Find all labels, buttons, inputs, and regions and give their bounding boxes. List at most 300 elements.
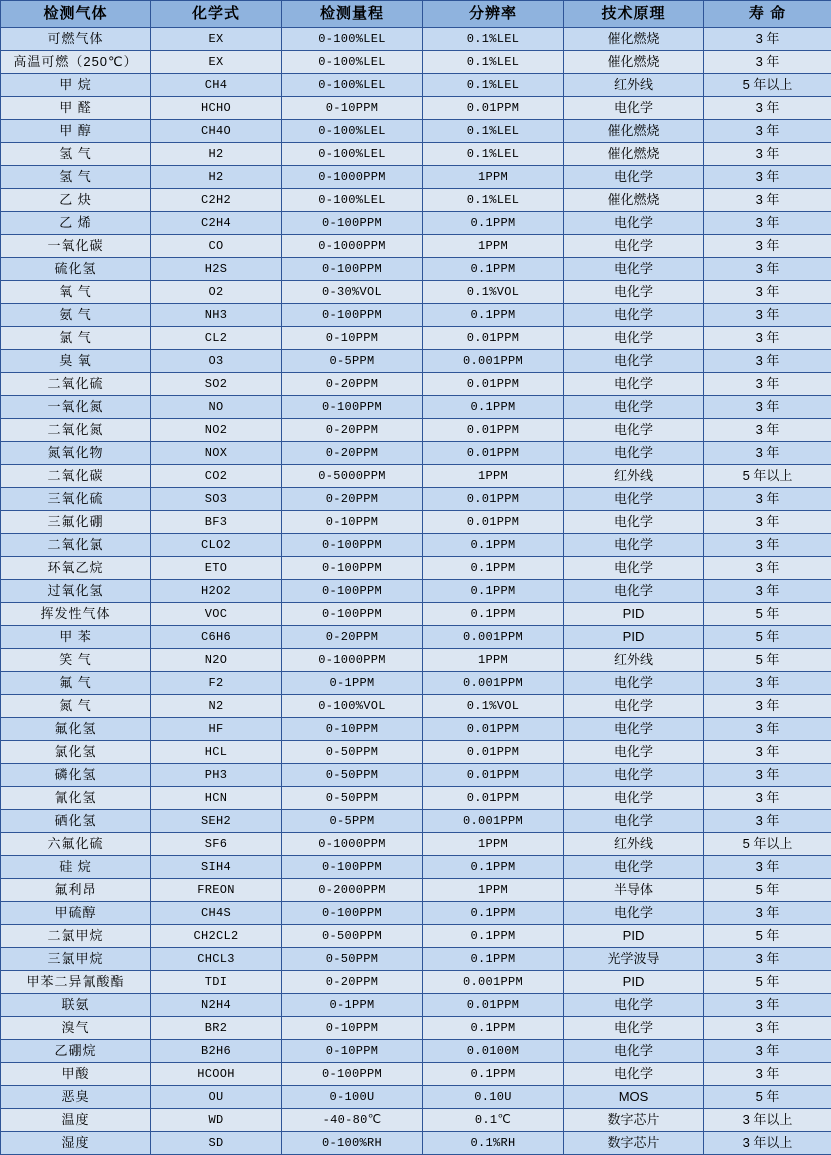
cell-chemical-formula: NOX: [151, 442, 282, 465]
cell-gas-name: 硒化氢: [1, 810, 151, 833]
cell-lifetime: 3 年: [704, 120, 831, 143]
cell-detection-range: 0-1000PPM: [282, 649, 423, 672]
table-row: [1, 442, 831, 465]
cell-detection-range: 0-100PPM: [282, 1063, 423, 1086]
cell-detection-range: 0-10PPM: [282, 97, 423, 120]
cell-detection-range: 0-100PPM: [282, 580, 423, 603]
table-row: [1, 994, 831, 1017]
cell-technical-principle: 电化学: [564, 695, 704, 718]
table-row: [1, 856, 831, 879]
cell-gas-name: 溴气: [1, 1017, 151, 1040]
table-row: [1, 1109, 831, 1132]
cell-gas-name: 乙硼烷: [1, 1040, 151, 1063]
cell-resolution: 0.01PPM: [423, 764, 564, 787]
cell-lifetime: 3 年: [704, 419, 831, 442]
cell-chemical-formula: CH2CL2: [151, 925, 282, 948]
cell-detection-range: 0-100%RH: [282, 1132, 423, 1155]
cell-gas-name: 甲 苯: [1, 626, 151, 649]
cell-lifetime: 3 年: [704, 143, 831, 166]
cell-chemical-formula: CH4O: [151, 120, 282, 143]
table-row: [1, 1063, 831, 1086]
cell-chemical-formula: HCOOH: [151, 1063, 282, 1086]
cell-technical-principle: 光学波导: [564, 948, 704, 971]
cell-gas-name: 氯化氢: [1, 741, 151, 764]
cell-detection-range: 0-100%LEL: [282, 189, 423, 212]
cell-chemical-formula: CO: [151, 235, 282, 258]
cell-lifetime: 3 年: [704, 281, 831, 304]
cell-gas-name: 氟化氢: [1, 718, 151, 741]
table-row: [1, 810, 831, 833]
cell-detection-range: 0-30%VOL: [282, 281, 423, 304]
cell-gas-name: 氮 气: [1, 695, 151, 718]
cell-lifetime: 3 年: [704, 994, 831, 1017]
cell-lifetime: 3 年: [704, 511, 831, 534]
cell-resolution: 0.1%LEL: [423, 189, 564, 212]
cell-lifetime: 5 年: [704, 626, 831, 649]
cell-lifetime: 3 年: [704, 327, 831, 350]
cell-detection-range: 0-1000PPM: [282, 166, 423, 189]
cell-chemical-formula: CO2: [151, 465, 282, 488]
cell-technical-principle: 电化学: [564, 1040, 704, 1063]
cell-gas-name: 温度: [1, 1109, 151, 1132]
cell-detection-range: 0-100PPM: [282, 902, 423, 925]
table-row: [1, 258, 831, 281]
cell-gas-name: 氢 气: [1, 166, 151, 189]
cell-technical-principle: 电化学: [564, 672, 704, 695]
cell-resolution: 1PPM: [423, 235, 564, 258]
table-row: [1, 787, 831, 810]
table-header-row: [1, 1, 831, 28]
cell-detection-range: 0-100PPM: [282, 396, 423, 419]
cell-technical-principle: 电化学: [564, 764, 704, 787]
cell-technical-principle: 电化学: [564, 1017, 704, 1040]
cell-lifetime: 5 年以上: [704, 74, 831, 97]
table-row: [1, 74, 831, 97]
table-header: [1, 1, 831, 28]
cell-gas-name: 臭 氧: [1, 350, 151, 373]
cell-chemical-formula: HF: [151, 718, 282, 741]
cell-detection-range: 0-10PPM: [282, 327, 423, 350]
table-row: [1, 925, 831, 948]
cell-lifetime: 3 年: [704, 488, 831, 511]
cell-detection-range: 0-100PPM: [282, 258, 423, 281]
cell-resolution: 0.001PPM: [423, 350, 564, 373]
cell-gas-name: 笑 气: [1, 649, 151, 672]
cell-technical-principle: 电化学: [564, 419, 704, 442]
cell-resolution: 0.1%LEL: [423, 28, 564, 51]
cell-lifetime: 3 年: [704, 28, 831, 51]
cell-technical-principle: 电化学: [564, 258, 704, 281]
cell-technical-principle: 电化学: [564, 350, 704, 373]
cell-resolution: 0.01PPM: [423, 787, 564, 810]
cell-technical-principle: 催化燃烧: [564, 51, 704, 74]
table-row: [1, 511, 831, 534]
cell-lifetime: 3 年: [704, 580, 831, 603]
cell-detection-range: 0-5PPM: [282, 350, 423, 373]
cell-gas-name: 氢 气: [1, 143, 151, 166]
cell-gas-name: 硫化氢: [1, 258, 151, 281]
cell-technical-principle: 电化学: [564, 718, 704, 741]
cell-resolution: 0.001PPM: [423, 626, 564, 649]
cell-resolution: 1PPM: [423, 465, 564, 488]
cell-technical-principle: PID: [564, 971, 704, 994]
table-row: [1, 626, 831, 649]
cell-detection-range: 0-100PPM: [282, 603, 423, 626]
cell-resolution: 0.1%VOL: [423, 695, 564, 718]
cell-lifetime: 3 年: [704, 695, 831, 718]
cell-detection-range: 0-50PPM: [282, 948, 423, 971]
table-row: [1, 580, 831, 603]
cell-technical-principle: PID: [564, 603, 704, 626]
cell-chemical-formula: C6H6: [151, 626, 282, 649]
cell-detection-range: 0-100%LEL: [282, 120, 423, 143]
cell-gas-name: 二氧化氯: [1, 534, 151, 557]
cell-lifetime: 3 年: [704, 166, 831, 189]
cell-detection-range: 0-100%VOL: [282, 695, 423, 718]
table-row: [1, 143, 831, 166]
cell-lifetime: 5 年: [704, 649, 831, 672]
cell-detection-range: 0-1000PPM: [282, 235, 423, 258]
cell-chemical-formula: H2S: [151, 258, 282, 281]
cell-gas-name: 氟 气: [1, 672, 151, 695]
cell-lifetime: 3 年: [704, 350, 831, 373]
cell-resolution: 0.1PPM: [423, 1017, 564, 1040]
cell-chemical-formula: EX: [151, 51, 282, 74]
table-row: [1, 902, 831, 925]
cell-detection-range: 0-50PPM: [282, 787, 423, 810]
cell-lifetime: 3 年: [704, 948, 831, 971]
cell-chemical-formula: O2: [151, 281, 282, 304]
column-header-lifetime: 寿 命: [704, 1, 831, 28]
cell-technical-principle: 数字芯片: [564, 1109, 704, 1132]
cell-gas-name: 氟利昂: [1, 879, 151, 902]
cell-detection-range: 0-1000PPM: [282, 833, 423, 856]
cell-gas-name: 氯 气: [1, 327, 151, 350]
cell-detection-range: 0-20PPM: [282, 442, 423, 465]
cell-resolution: 0.1PPM: [423, 534, 564, 557]
cell-detection-range: 0-100PPM: [282, 304, 423, 327]
table-row: [1, 1017, 831, 1040]
cell-technical-principle: 电化学: [564, 994, 704, 1017]
cell-technical-principle: 电化学: [564, 741, 704, 764]
cell-resolution: 0.10U: [423, 1086, 564, 1109]
cell-resolution: 0.1PPM: [423, 304, 564, 327]
table-row: [1, 603, 831, 626]
cell-resolution: 0.1℃: [423, 1109, 564, 1132]
cell-lifetime: 3 年以上: [704, 1109, 831, 1132]
cell-resolution: 0.001PPM: [423, 971, 564, 994]
cell-lifetime: 3 年: [704, 764, 831, 787]
cell-gas-name: 三氯甲烷: [1, 948, 151, 971]
cell-detection-range: 0-10PPM: [282, 1040, 423, 1063]
cell-lifetime: 5 年以上: [704, 465, 831, 488]
cell-lifetime: 3 年以上: [704, 1132, 831, 1155]
table-row: [1, 166, 831, 189]
cell-technical-principle: 半导体: [564, 879, 704, 902]
table-row: [1, 1132, 831, 1155]
cell-gas-name: 乙 炔: [1, 189, 151, 212]
cell-chemical-formula: O3: [151, 350, 282, 373]
cell-lifetime: 5 年以上: [704, 833, 831, 856]
cell-gas-name: 氮氧化物: [1, 442, 151, 465]
cell-gas-name: 三氧化硫: [1, 488, 151, 511]
column-header-principle: 技术原理: [564, 1, 704, 28]
cell-detection-range: 0-100PPM: [282, 557, 423, 580]
table-row: [1, 465, 831, 488]
cell-resolution: 0.01PPM: [423, 442, 564, 465]
cell-lifetime: 3 年: [704, 741, 831, 764]
table-row: [1, 718, 831, 741]
cell-gas-name: 恶臭: [1, 1086, 151, 1109]
cell-chemical-formula: N2O: [151, 649, 282, 672]
cell-resolution: 1PPM: [423, 833, 564, 856]
cell-chemical-formula: C2H4: [151, 212, 282, 235]
cell-gas-name: 乙 烯: [1, 212, 151, 235]
table-row: [1, 695, 831, 718]
cell-technical-principle: MOS: [564, 1086, 704, 1109]
cell-detection-range: 0-100%LEL: [282, 51, 423, 74]
cell-resolution: 0.1PPM: [423, 603, 564, 626]
cell-detection-range: 0-20PPM: [282, 419, 423, 442]
cell-technical-principle: 电化学: [564, 396, 704, 419]
cell-chemical-formula: OU: [151, 1086, 282, 1109]
cell-lifetime: 3 年: [704, 1063, 831, 1086]
cell-gas-name: 甲 烷: [1, 74, 151, 97]
cell-technical-principle: 红外线: [564, 649, 704, 672]
cell-detection-range: 0-10PPM: [282, 1017, 423, 1040]
cell-lifetime: 3 年: [704, 1040, 831, 1063]
cell-resolution: 0.1PPM: [423, 212, 564, 235]
table-row: [1, 971, 831, 994]
cell-chemical-formula: SD: [151, 1132, 282, 1155]
cell-chemical-formula: C2H2: [151, 189, 282, 212]
cell-chemical-formula: BF3: [151, 511, 282, 534]
cell-chemical-formula: H2: [151, 143, 282, 166]
cell-chemical-formula: CH4: [151, 74, 282, 97]
cell-technical-principle: 电化学: [564, 534, 704, 557]
cell-lifetime: 3 年: [704, 235, 831, 258]
cell-technical-principle: 电化学: [564, 327, 704, 350]
table-row: [1, 373, 831, 396]
cell-lifetime: 3 年: [704, 442, 831, 465]
cell-technical-principle: PID: [564, 925, 704, 948]
cell-detection-range: -40-80℃: [282, 1109, 423, 1132]
table-row: [1, 649, 831, 672]
cell-detection-range: 0-20PPM: [282, 488, 423, 511]
cell-resolution: 0.01PPM: [423, 373, 564, 396]
cell-resolution: 0.1PPM: [423, 856, 564, 879]
cell-technical-principle: 电化学: [564, 97, 704, 120]
cell-detection-range: 0-100%LEL: [282, 143, 423, 166]
cell-resolution: 0.1PPM: [423, 1063, 564, 1086]
cell-technical-principle: 电化学: [564, 166, 704, 189]
cell-detection-range: 0-50PPM: [282, 764, 423, 787]
cell-detection-range: 0-20PPM: [282, 373, 423, 396]
table-row: [1, 350, 831, 373]
cell-resolution: 0.01PPM: [423, 511, 564, 534]
cell-resolution: 0.1%RH: [423, 1132, 564, 1155]
cell-resolution: 0.1PPM: [423, 557, 564, 580]
cell-lifetime: 5 年: [704, 971, 831, 994]
cell-technical-principle: 电化学: [564, 810, 704, 833]
cell-chemical-formula: SIH4: [151, 856, 282, 879]
cell-gas-name: 可燃气体: [1, 28, 151, 51]
cell-detection-range: 0-100PPM: [282, 534, 423, 557]
cell-gas-name: 甲 醇: [1, 120, 151, 143]
cell-technical-principle: 电化学: [564, 212, 704, 235]
cell-resolution: 0.0100M: [423, 1040, 564, 1063]
cell-lifetime: 3 年: [704, 304, 831, 327]
cell-gas-name: 联氨: [1, 994, 151, 1017]
table-row: [1, 948, 831, 971]
cell-detection-range: 0-1PPM: [282, 994, 423, 1017]
cell-detection-range: 0-500PPM: [282, 925, 423, 948]
cell-gas-name: 环氧乙烷: [1, 557, 151, 580]
cell-chemical-formula: ETO: [151, 557, 282, 580]
table-row: [1, 28, 831, 51]
table-row: [1, 304, 831, 327]
cell-chemical-formula: CL2: [151, 327, 282, 350]
cell-gas-name: 三氟化硼: [1, 511, 151, 534]
table-row: [1, 672, 831, 695]
cell-resolution: 1PPM: [423, 166, 564, 189]
cell-lifetime: 3 年: [704, 258, 831, 281]
column-header-range: 检测量程: [282, 1, 423, 28]
cell-technical-principle: 催化燃烧: [564, 143, 704, 166]
cell-resolution: 0.1%VOL: [423, 281, 564, 304]
cell-technical-principle: 电化学: [564, 488, 704, 511]
table-row: [1, 97, 831, 120]
cell-resolution: 0.1%LEL: [423, 51, 564, 74]
cell-gas-name: 氨 气: [1, 304, 151, 327]
cell-chemical-formula: CHCL3: [151, 948, 282, 971]
cell-detection-range: 0-1PPM: [282, 672, 423, 695]
cell-chemical-formula: PH3: [151, 764, 282, 787]
cell-resolution: 0.1PPM: [423, 925, 564, 948]
cell-chemical-formula: BR2: [151, 1017, 282, 1040]
cell-technical-principle: 电化学: [564, 373, 704, 396]
cell-chemical-formula: H2: [151, 166, 282, 189]
cell-resolution: 0.01PPM: [423, 994, 564, 1017]
cell-resolution: 0.1%LEL: [423, 74, 564, 97]
cell-lifetime: 3 年: [704, 810, 831, 833]
table-row: [1, 879, 831, 902]
cell-chemical-formula: WD: [151, 1109, 282, 1132]
cell-technical-principle: 电化学: [564, 557, 704, 580]
cell-technical-principle: 电化学: [564, 856, 704, 879]
cell-chemical-formula: NO: [151, 396, 282, 419]
cell-chemical-formula: N2H4: [151, 994, 282, 1017]
cell-lifetime: 3 年: [704, 51, 831, 74]
cell-gas-name: 高温可燃（250℃）: [1, 51, 151, 74]
cell-technical-principle: 催化燃烧: [564, 189, 704, 212]
cell-resolution: 0.001PPM: [423, 672, 564, 695]
cell-chemical-formula: SO2: [151, 373, 282, 396]
cell-gas-name: 二氧化氮: [1, 419, 151, 442]
cell-detection-range: 0-5000PPM: [282, 465, 423, 488]
cell-gas-name: 一氧化碳: [1, 235, 151, 258]
cell-resolution: 0.01PPM: [423, 488, 564, 511]
cell-resolution: 0.1PPM: [423, 902, 564, 925]
table-row: [1, 189, 831, 212]
cell-resolution: 0.01PPM: [423, 97, 564, 120]
cell-resolution: 0.01PPM: [423, 741, 564, 764]
table-row: [1, 235, 831, 258]
cell-resolution: 0.01PPM: [423, 327, 564, 350]
cell-technical-principle: 电化学: [564, 511, 704, 534]
cell-technical-principle: 红外线: [564, 465, 704, 488]
cell-chemical-formula: FREON: [151, 879, 282, 902]
cell-chemical-formula: NO2: [151, 419, 282, 442]
table-row: [1, 419, 831, 442]
cell-detection-range: 0-100%LEL: [282, 28, 423, 51]
cell-technical-principle: 电化学: [564, 902, 704, 925]
cell-technical-principle: 数字芯片: [564, 1132, 704, 1155]
cell-technical-principle: 电化学: [564, 281, 704, 304]
table-row: [1, 741, 831, 764]
cell-detection-range: 0-100U: [282, 1086, 423, 1109]
cell-chemical-formula: TDI: [151, 971, 282, 994]
cell-technical-principle: 电化学: [564, 235, 704, 258]
table-row: [1, 764, 831, 787]
cell-resolution: 0.1PPM: [423, 396, 564, 419]
cell-resolution: 0.1%LEL: [423, 143, 564, 166]
table-row: [1, 281, 831, 304]
cell-gas-name: 二氧化碳: [1, 465, 151, 488]
cell-detection-range: 0-2000PPM: [282, 879, 423, 902]
cell-technical-principle: 电化学: [564, 580, 704, 603]
cell-detection-range: 0-100PPM: [282, 212, 423, 235]
cell-resolution: 0.1%LEL: [423, 120, 564, 143]
cell-gas-name: 二氯甲烷: [1, 925, 151, 948]
cell-resolution: 1PPM: [423, 879, 564, 902]
cell-detection-range: 0-20PPM: [282, 626, 423, 649]
cell-gas-name: 六氟化硫: [1, 833, 151, 856]
cell-lifetime: 5 年: [704, 925, 831, 948]
table-row: [1, 557, 831, 580]
column-header-resolution: 分辨率: [423, 1, 564, 28]
cell-lifetime: 3 年: [704, 189, 831, 212]
table-row: [1, 396, 831, 419]
table-row: [1, 1040, 831, 1063]
cell-detection-range: 0-20PPM: [282, 971, 423, 994]
cell-gas-name: 过氧化氢: [1, 580, 151, 603]
cell-gas-name: 甲 醛: [1, 97, 151, 120]
cell-lifetime: 3 年: [704, 212, 831, 235]
table-row: [1, 212, 831, 235]
cell-technical-principle: 电化学: [564, 787, 704, 810]
cell-lifetime: 3 年: [704, 718, 831, 741]
cell-chemical-formula: VOC: [151, 603, 282, 626]
cell-chemical-formula: N2: [151, 695, 282, 718]
cell-detection-range: 0-100PPM: [282, 856, 423, 879]
cell-technical-principle: PID: [564, 626, 704, 649]
cell-chemical-formula: B2H6: [151, 1040, 282, 1063]
cell-detection-range: 0-10PPM: [282, 718, 423, 741]
cell-lifetime: 3 年: [704, 557, 831, 580]
cell-gas-name: 甲硫醇: [1, 902, 151, 925]
cell-resolution: 0.1PPM: [423, 580, 564, 603]
cell-detection-range: 0-100%LEL: [282, 74, 423, 97]
cell-technical-principle: 电化学: [564, 1063, 704, 1086]
cell-gas-name: 氰化氢: [1, 787, 151, 810]
cell-detection-range: 0-5PPM: [282, 810, 423, 833]
column-header-gas: 检测气体: [1, 1, 151, 28]
cell-detection-range: 0-50PPM: [282, 741, 423, 764]
cell-gas-name: 氧 气: [1, 281, 151, 304]
cell-gas-name: 二氧化硫: [1, 373, 151, 396]
table-body: [1, 28, 831, 1155]
